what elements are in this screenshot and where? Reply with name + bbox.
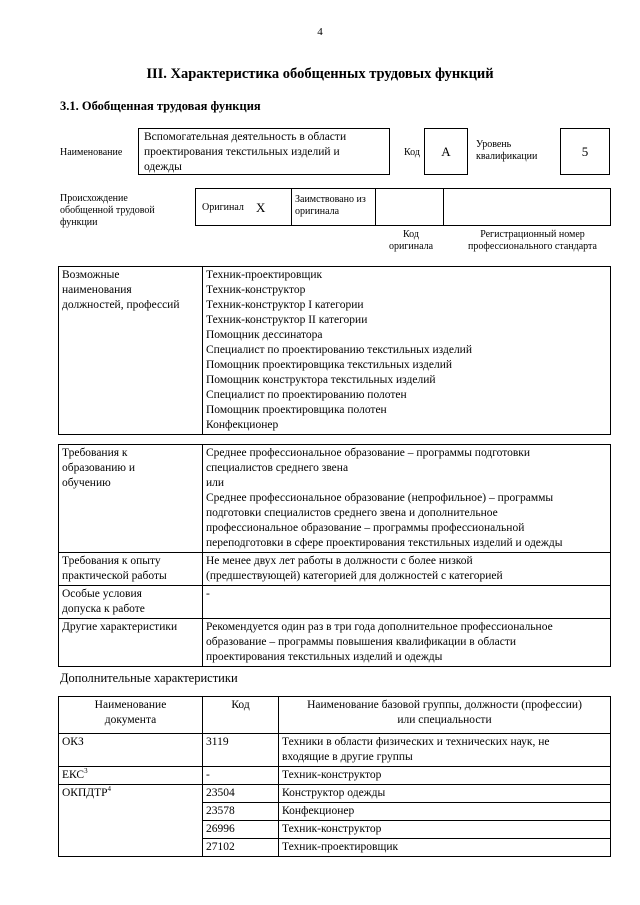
- header-document-line: Наименование: [94, 699, 167, 711]
- position-item: Специалист по проектированию текстильных изделий: [206, 344, 472, 356]
- requirement-label-line: Требования к опыту: [62, 555, 161, 567]
- position-item: Помощник дессинатора: [206, 329, 323, 341]
- registration-caption: [450, 229, 615, 253]
- row-code: 23578: [203, 803, 279, 821]
- row-name: [279, 767, 611, 785]
- positions-list-cell: [203, 267, 611, 435]
- requirement-label-line: допуска к работе: [62, 603, 145, 615]
- row-code: 26996: [203, 821, 279, 839]
- row-name: [279, 785, 611, 803]
- registration-caption-line: Регистрационный номер: [480, 229, 585, 240]
- header-name-line: или специальности: [397, 714, 492, 726]
- requirement-value-line: переподготовки в сфере проектирования текстильных изделий и одежды: [206, 537, 563, 549]
- requirement-value-cell: [203, 586, 611, 619]
- row-name: [279, 821, 611, 839]
- origin-label-line: обобщенной трудовой: [60, 205, 155, 216]
- row-name-line: Техники в области физических и технических наук, не: [282, 736, 550, 748]
- original-label: Оригинал: [202, 202, 244, 213]
- origin-label-line: функции: [60, 217, 98, 228]
- position-item: Помощник проектировщика полотен: [206, 404, 387, 416]
- requirement-row-experience: [59, 553, 611, 586]
- row-code: 23504: [203, 785, 279, 803]
- row-name: [279, 803, 611, 821]
- row-name-line: Техник-конструктор: [282, 823, 382, 835]
- requirement-value-line: подготовки специалистов среднего звена и дополнительное: [206, 507, 498, 519]
- requirement-label-cell: [59, 619, 203, 667]
- section-title: III. Характеристика обобщенных трудовых функций: [146, 66, 494, 82]
- row-document-name: ОКЗ: [62, 736, 84, 748]
- header-code: Код: [203, 697, 279, 734]
- header-document-line: документа: [104, 714, 157, 726]
- requirement-label-cell: [59, 553, 203, 586]
- requirement-value-line: проектирования текстильных изделий и одежды: [206, 651, 443, 663]
- requirement-label-line: Требования к: [62, 447, 128, 459]
- function-name-label: Наименование: [60, 147, 123, 158]
- requirement-row-admission: [59, 586, 611, 619]
- position-item: Техник-проектировщик: [206, 269, 323, 281]
- requirement-value-line: специалистов среднего звена: [206, 462, 349, 474]
- positions-label-line: должностей, профессий: [62, 299, 180, 311]
- registration-number-cell: [443, 189, 611, 225]
- row-name: [279, 734, 611, 767]
- position-item: Конфекционер: [206, 419, 279, 431]
- row-name-line: Техник-конструктор: [282, 769, 382, 781]
- function-name-line: Вспомогательная деятельность в области: [144, 131, 347, 143]
- position-item: Техник-конструктор: [206, 284, 306, 296]
- requirement-label-line: Особые условия: [62, 588, 142, 600]
- row-document: [59, 785, 203, 857]
- additional-header-row: [59, 697, 611, 734]
- origin-code-cell: [376, 189, 444, 225]
- level-label-line: Уровень: [476, 139, 512, 150]
- table-row: [59, 734, 611, 767]
- origin-code-caption: [375, 229, 447, 253]
- row-name-line: входящие в другие группы: [282, 751, 413, 763]
- requirement-value-cell: [203, 619, 611, 667]
- row-name-line: Техник-проектировщик: [282, 841, 399, 853]
- requirement-label-line: практической работы: [62, 570, 167, 582]
- position-item: Помощник проектировщика текстильных изделий: [206, 359, 453, 371]
- positions-label-line: наименования: [62, 284, 132, 296]
- registration-caption-line: профессионального стандарта: [468, 241, 597, 252]
- position-item: Техник-конструктор I категории: [206, 299, 364, 311]
- row-name-line: Конфекционер: [282, 805, 355, 817]
- requirement-label-cell: [59, 586, 203, 619]
- borrowed-label-line: Заимствовано из: [295, 194, 366, 205]
- requirement-value-line: или: [206, 477, 225, 489]
- function-code-value: A: [441, 143, 451, 159]
- origin-table: [195, 188, 611, 226]
- header-name-line: Наименование базовой группы, должности (профессии): [307, 699, 582, 711]
- origin-label: [60, 193, 155, 229]
- function-name-line: проектирования текстильных изделий и: [144, 146, 340, 158]
- position-item: Техник-конструктор II категории: [206, 314, 368, 326]
- original-cell: [196, 189, 292, 225]
- row-code: 27102: [203, 839, 279, 857]
- footnote-ref: 3: [84, 767, 88, 776]
- function-name-line: одежды: [144, 161, 182, 173]
- requirement-row-education: [59, 445, 611, 553]
- requirement-value-line: образование – программы повышения квалификации в области: [206, 636, 517, 648]
- sub-title: 3.1. Обобщенная трудовая функция: [60, 99, 261, 113]
- header-name: [279, 697, 611, 734]
- function-name-box: [138, 128, 390, 175]
- positions-row: [59, 267, 611, 435]
- level-label: [476, 139, 537, 163]
- requirement-value-cell: [203, 553, 611, 586]
- borrowed-label-line: оригинала: [295, 206, 340, 217]
- requirement-value-line: -: [206, 588, 210, 600]
- header-document: [59, 697, 203, 734]
- requirement-value-cell: [203, 445, 611, 553]
- row-code: 3119: [203, 734, 279, 767]
- requirement-label-line: образованию и: [62, 462, 135, 474]
- level-label-line: квалификации: [476, 151, 538, 162]
- requirement-value-line: профессиональное образование – программы профессиональной: [206, 522, 525, 534]
- row-name: [279, 839, 611, 857]
- requirement-value-line: Рекомендуется один раз в три года дополнительное профессиональное: [206, 621, 553, 633]
- positions-label-cell: [59, 267, 203, 435]
- function-code-box: [424, 128, 468, 175]
- additional-title: Дополнительные характеристики: [60, 671, 238, 685]
- row-document-name: ОКПДТР: [62, 787, 108, 799]
- page-number: 4: [317, 26, 323, 38]
- table-row: [59, 767, 611, 785]
- level-value: 5: [581, 143, 589, 159]
- borrowed-cell: [291, 189, 376, 225]
- row-document: [59, 767, 203, 785]
- positions-label-line: Возможные: [62, 269, 120, 281]
- position-item: Специалист по проектированию полотен: [206, 389, 407, 401]
- level-box: [560, 128, 610, 175]
- requirement-row-other: [59, 619, 611, 667]
- row-name-line: Конструктор одежды: [282, 787, 386, 799]
- row-document: [59, 734, 203, 767]
- requirement-value-line: Не менее двух лет работы в должности с более низкой: [206, 555, 473, 567]
- code-label: Код: [404, 147, 420, 158]
- requirement-label-line: Другие характеристики: [62, 621, 178, 633]
- requirements-table: [58, 444, 611, 667]
- origin-code-caption-line: Код: [403, 229, 419, 240]
- requirement-value-line: Среднее профессиональное образование – программы подготовки: [206, 447, 531, 459]
- original-mark: X: [256, 200, 266, 215]
- requirement-label-cell: [59, 445, 203, 553]
- footnote-ref: 4: [107, 785, 112, 794]
- origin-code-caption-line: оригинала: [388, 241, 434, 252]
- row-code: -: [203, 767, 279, 785]
- requirement-value-line: Среднее профессиональное образование (непрофильное) – программы: [206, 492, 554, 504]
- requirement-label-line: обучению: [62, 477, 111, 489]
- table-row: [59, 785, 611, 803]
- position-item: Помощник конструктора текстильных изделий: [206, 374, 436, 386]
- positions-table: [58, 266, 611, 435]
- requirement-value-line: (предшествующей) категорией для должностей с категорией: [206, 570, 503, 582]
- row-document-name: ЕКС: [62, 769, 85, 781]
- additional-table: [58, 696, 611, 857]
- origin-label-line: Происхождение: [60, 193, 128, 204]
